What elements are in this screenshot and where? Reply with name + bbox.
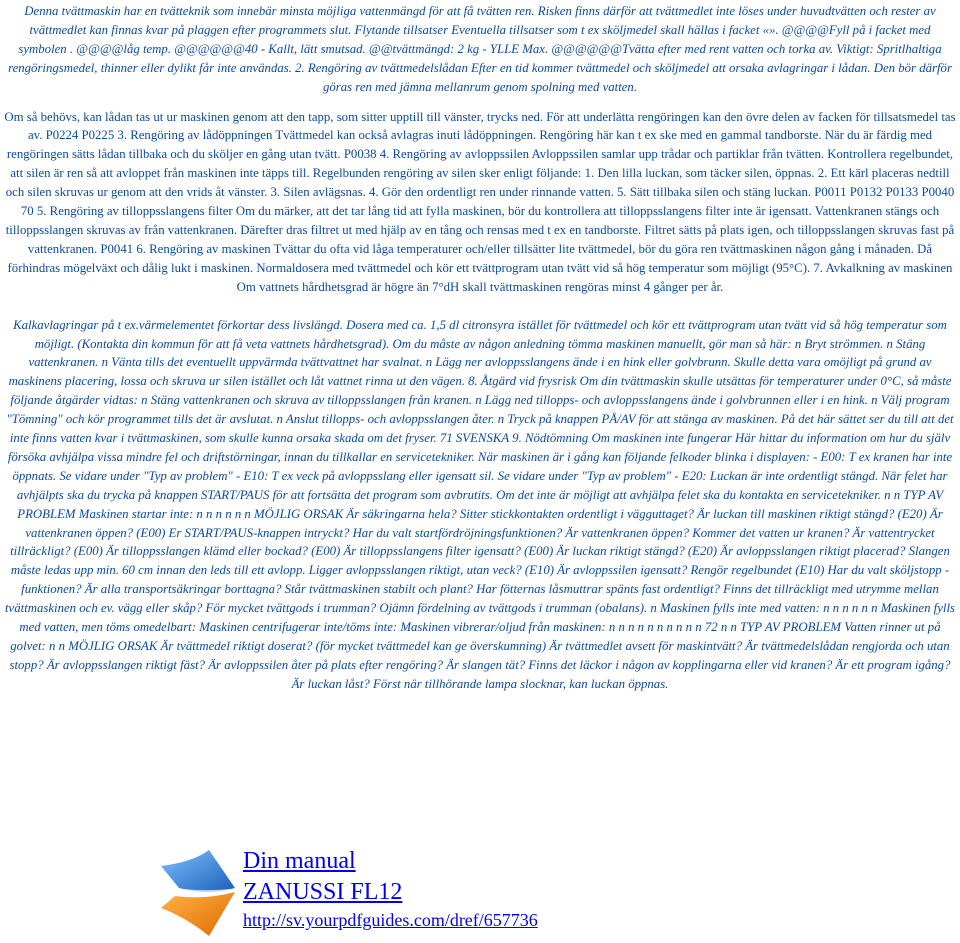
paragraph-troubleshooting: Kalkavlagringar på t ex.värmelementet förkortar dess livslängd. Dosera med ca. 1,5 dl citronsyra istället för tvättmedel och kör ett tvättprogram utan tvätt vid så hög temperatur som möjligt. (Kontakta din kommun för att få veta vattnets hårdhetsgrad). Om du måste av någon anledning tömma maskinen manuellt, gör man så här: n Bryt strömmen. n Stäng vattenkranen. n Vänta tills det eventuellt uppvärmda tvättvattnet har svalnat. n Lägg ner avloppsslangens ände i en hink eller golvbrunn. Skulle detta vara omöjligt på grund av maskinens placering, lossa och skruva ur silen istället och låt vattnet rinna ut den vägen. 8. Åtgärd vid frysrisk Om din tvättmaskin skulle utsättas för temperaturer under 0°C, så måste följande åtgärder vidtas: n Stäng vattenkranen och skruva av tilloppsslangen från kranen. n Lägg ned tillopps- och avloppsslangens ände i golvbrunnen eller i en hink. n Välj program "Tömning" och kör programmet tills det är avslutat. n Anslut tillopps- och avloppsslangen åter. n Tryck på knappen PÅ/AV för att stänga av maskinen. På det här sättet ser du till att det inte finns vatten kvar i tvättmaskinen, som skulle kunna orsaka skada om det fryser. 71 SVENSKA 9. Nödtömning Om maskinen inte fungerar Här hittar du information om hur du själv försöka avhjälpa vissa mindre fel och driftstörningar, innan du tillkallar en servicetekniker. När maskinen är i gång kan följande felkoder blinka i displayen: - E00: T ex kranen har inte öppnats. Se vidare under "Typ av problem" - E10: T ex veck på avloppsslang eller igensatt sil. Se vidare under "Typ av problem" - E20: Luckan är inte ordentligt stängd. När felet har avhjälpts ska du trycka på knappen START/PAUS för att fortsätta det program som avbrutits. Om det inte är möjligt att avhjälpa felet ska du kontakta en servicetekniker. n n TYP AV PROBLEM Maskinen startar inte: n n n n n n MÖJLIG ORSAK Är säkringarna hela? Sitter stickkontakten ordentligt i vägguttaget? Är luckan till maskinen riktigt stängd? (E20) Är vattenkranen öppen? (E00) Er START/PAUS-knappen intryckt? Har du valt startfördröjningsfunktionen? Är vattenkranen öppen? Kommer det vatten ur kranen? Är vattentrycket tillräckligt? (E00) Är tilloppsslangen klämd eller bockad? (E00) Är tilloppsslangens filter igensatt? (E00) Är luckan riktigt stängd? (E20) Är avloppsslangen riktigt placerad? Slangen måste ledas upp min. 60 cm innan den leds till ett avlopp. Ligger avloppsslangen riktigt, utan veck? (E10) Är avloppssilen igensatt? Rengör regelbundet (E10) Har du valt sköljstopp - funktionen? Är alla transportsäkringar borttagna? Står tvättmaskinen stabilt och plant? Har fötternas låsmuttrar spänts fast ordentligt? Finns det tillräckligt med utrymme mellan tvättmaskinen och ev. vägg eller skåp? För mycket tvättgods i trumman? Ojämn fördelning av tvättgods i trumman (obalans). n Maskinen fylls inte med vatten: n n n n n n Maskinen fylls med vatten, men töms omedelbart: Maskinen centrifugerar inte/töms inte: Maskinen vibrerar/oljud från maskinen: n n n n n n n n n n 72 n n TYP AV PROBLEM Vatten rinner ut på golvet: n n MÖJLIG ORSAK Är tvättmedel riktigt doserat? (för mycket tvättmedel kan ge överskumning) Är tvättmedlet avsett för maskintvätt? Är tvättmedelslådan rengjorda och utan stopp? Är avloppsslangen riktigt fäst? Är avloppssilen åter på plats efter rengöring? Är slangen tät? Finns det läckor i någon av kopplingarna eller vid kranen? Är ett program igång? Är luckan låst? Först när tillhörande lampa slocknar, kan luckan öppnas. — [5, 317, 955, 691]
url-link[interactable]: http://sv.yourpdfguides.com/dref/657736 — [243, 910, 538, 930]
manual-footer — [155, 848, 625, 940]
document-body — [4, 2, 956, 694]
product-link[interactable]: ZANUSSI FL12 — [243, 879, 403, 905]
arrow-right-icon — [157, 848, 239, 938]
manual-link[interactable]: Din manual — [243, 848, 356, 874]
paragraph-intro: Denna tvättmaskin har en tvätteknik som innebär minsta möjliga vattenmängd för att få tvätten ren. Risken finns därför att tvättmedlet inte löses under huvudtvätten och rester av tvättmedlet kan finnas kvar på plaggen efter programmets slut. Flytande tillsatser Eventuella tillsatser som t ex sköljmedel skall hällas i facket «». @@@@Fyll på i facket med symbolen . @@@@låg temp. @@@@@@40 - Kallt, lätt smutsad. @@tvättmängd: 2 kg - YLLE Max. @@@@@@Tvätta efter med rent vatten och torka av. Viktigt: Spritlhaltiga rengöringsmedel, thinner eller dylikt får inte användas. 2. Rengöring av tvättmedelslådan Efter en tid kommer tvättmedel och sköljmedel att orsaka avlagringar i lådan. Den bör därför göras ren med jämna mellanrum genom spolning med vatten. — [8, 4, 952, 94]
paragraph-cleaning: Om så behövs, kan lådan tas ut ur maskinen genom att den tapp, som sitter upptill till vänster, trycks ned. För att underlätta rengöringen kan den övre delen av facken för tillsatsmedel tas av. P0224 P0225 3. Rengöring av lådöppningen Tvättmedel kan också avlagras inuti lådöppningen. Rengöring här kan t ex ske med en gammal tandborste. När du är färdig med rengöringen sätts lådan tillbaka och du sköljer en gång utan tvätt. P0038 4. Rengöring av avloppssilen Avloppssilen samlar upp trådar och partiklar från tvätten. Kontrollera regelbundet, att silen är ren så att avloppet från maskinen inte täpps till. Regelbunden rengöring av silen sker enligt följande: 1. Den lilla luckan, som täcker silen, öppnas. 2. Ett kärl placeras nedtill och silen skruvas ur genom att den vrids åt vänster. 3. Silen avlägsnas. 4. Gör den ordentligt ren under rinnande vatten. 5. Sätt tillbaka silen och stäng luckan. P0011 P0132 P0133 P0040 70 5. Rengöring av tilloppsslangens filter Om du märker, att det tar lång tid att fylla maskinen, bör du kontrollera att tilloppsslangens filter inte är igensatt. Vattenkranen stängs och tilloppsslangen skruvas av från vattenkranen. Därefter dras filtret ut med hjälp av en tång och rensas med t ex en tandborste. Filtret sätts på plats igen, och tilloppsslangen skruvas fast på vattenkranen. P0041 6. Rengöring av maskinen Tvättar du ofta vid låga temperaturer och/eller tillsätter lite tvättmedel, bör du göra ren tvättmaskinen någon gång i månaden. Då förhindras mögelväxt och dålig lukt i maskinen. Normaldosera med tvättmedel och kör ett tvättprogram utan tvätt vid så hög temperatur som möjligt (95°C). 7. Avkalkning av maskinen Om vattnets hårdhetsgrad är högre än 7°dH skall tvättmaskinen rengöras minst 4 gånger per år. — [4, 109, 956, 294]
